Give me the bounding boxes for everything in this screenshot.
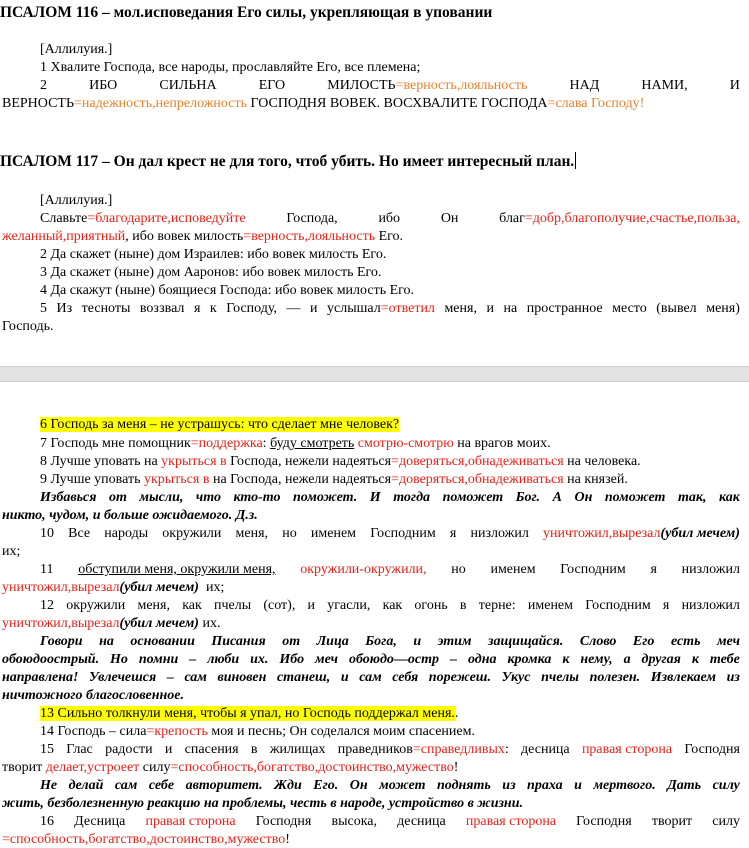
verse-8: 8 Лучше уповать на укрыться в Господа, нежели надеяться=доверяться,обнадеживаться на человека. <box>40 454 641 469</box>
comment-2-line-1: Говори на основании Писания от Лица Бога, и этим защищайся. Слово Его есть меч <box>40 634 740 649</box>
psalm-117-heading: ПСАЛОМ 117 – Он дал крест не для того, чтоб убить. Но имеет интересный план. <box>0 153 575 170</box>
verse-9: 9 Лучше уповать укрыться в на Господа, нежели надеяться=доверяться,обнадеживаться на князей. <box>40 472 628 487</box>
psalm-117-verse-2: 2 Да скажет (ныне) дом Израилев: ибо вовек милость Его. <box>40 247 387 262</box>
psalm-116-verse-2-line-2: ВЕРНОСТЬ=надежность,непреложность ГОСПОДНЯ ВОВЕК. ВОСХВАЛИТЕ ГОСПОДА=слава Господу! <box>2 96 645 111</box>
psalm-117-verse-5-line-1: 5 Из тесноты воззвал я к Господу, — и услышал=ответил меня, и на пространное место (вывел меня) <box>40 301 740 316</box>
verse-6: 6 Господь за меня – не устрашусь: что сделает мне человек? <box>40 417 400 432</box>
verse-11-line-1: 11 обступили меня, окружили меня, окружили-окружили, но именем Господним я низложил <box>40 562 740 577</box>
document-page-1 <box>0 0 749 366</box>
psalm-116-heading: ПСАЛОМ 116 – мол.исповедания Его силы, укрепляющая в уповании <box>0 4 493 21</box>
page-break <box>0 366 749 382</box>
text-cursor <box>575 152 576 169</box>
psalm-117-verse-1-line-1: Славьте=благодарите,исповедуйте Господа, ибо Он благ=добр,благополучие,счастье,польза, <box>40 211 740 226</box>
psalm-117-verse-4: 4 Да скажут (ныне) боящиеся Господа: ибо вовек милость Его. <box>40 283 415 298</box>
verse-15-line-2: творит делает,устроеет силу=способность,богатство,достоинство,мужество! <box>2 760 459 775</box>
psalm-117-alleluia: [Аллилуия.] <box>40 193 113 208</box>
verse-12-line-1: 12 окружили меня, как пчелы (сот), и угасли, как огонь в терне: именем Господним я низложил <box>40 598 740 613</box>
comment-2-line-4: ничтожного благословенное. <box>2 688 184 703</box>
verse-16-line-1: 16 Десница правая сторона Господня высока, десница правая сторона Господня творит силу <box>40 814 740 829</box>
psalm-116-alleluia: [Аллилуия.] <box>40 42 113 57</box>
psalm-117-verse-3: 3 Да скажет (ныне) дом Ааронов: ибо вовек милость Его. <box>40 265 382 280</box>
psalm-116-verse-1: 1 Хвалите Господа, все народы, прославляйте Его, все племена; <box>40 60 421 75</box>
verse-14: 14 Господь – сила=крепость моя и песнь; Он соделался моим спасением. <box>40 724 475 739</box>
comment-3-line-2: жить, безболезненную реакцию на проблемы, честь в народе, устройство в жизни. <box>2 796 523 811</box>
verse-16-line-2: =способность,богатство,достоинство,мужество! <box>2 832 290 847</box>
verse-15-line-1: 15 Глас радости и спасения в жилищах праведников=справедливых: десница правая сторона Господня <box>40 742 740 757</box>
psalm-117-verse-1-line-2: желанный,приятный, ибо вовек милость=верность,лояльность Его. <box>2 229 404 244</box>
psalm-117-verse-5-line-2: Господь. <box>2 319 54 334</box>
verse-12-line-2: уничтожил,вырезал(убил мечем) их. <box>2 616 221 631</box>
verse-10-line-2: их; <box>2 544 21 559</box>
comment-1-line-1: Избавься от мысли, что кто-то поможет. И тогда поможет Бог. А Он поможет так, как <box>40 490 740 505</box>
document-page-2 <box>0 382 749 848</box>
comment-3-line-1: Не делай сам себе авторитет. Жди Его. Он может поднять из праха и мертвого. Дать силу <box>40 778 740 793</box>
verse-11-line-2: уничтожил,вырезал(убил мечем) их; <box>2 580 225 595</box>
verse-10-line-1: 10 Все народы окружили меня, но именем Господним я низложил уничтожил,вырезал(убил мечем) <box>40 526 740 541</box>
comment-2-line-2: обоюдоострый. Но помни – люби их. Ибо меч обоюдо—остр – одна кромка к нему, а другая к тебе <box>2 652 740 667</box>
comment-1-line-2: никто, чудом, и больше ожидаемого. Д.з. <box>2 508 258 523</box>
psalm-116-verse-2-line-1: 2 ИБО СИЛЬНА ЕГО МИЛОСТЬ=верность,лояльность НАД НАМИ, И <box>40 78 740 93</box>
verse-7: 7 Господь мне помощник=поддержка: буду смотреть смотрю-смотрю на врагов моих. <box>40 436 551 451</box>
verse-13: 13 Сильно толкнули меня, чтобы я упал, но Господь поддержал меня.. <box>40 706 459 721</box>
comment-2-line-3: направлена! Увлечешся – сам виновен станеш, и сам себя порежеш. Укус пчелы полезен. Извлекаем из <box>2 670 740 685</box>
